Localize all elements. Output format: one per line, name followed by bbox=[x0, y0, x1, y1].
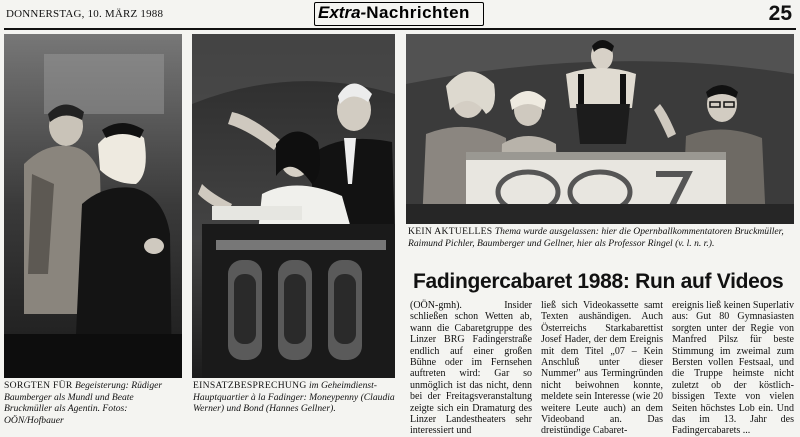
caption-left bbox=[4, 380, 184, 426]
caption-right bbox=[408, 226, 794, 249]
article-column-2 bbox=[541, 300, 663, 437]
section-title-nachrichten: Nachrichten bbox=[366, 3, 470, 22]
caption-right-text: Thema wurde ausgelassen: hier die Opernballkommentatoren Bruckmüller, Raimund Pichler, Baumberger und Gellner, hier als Professor Ringel (v. l. n. r.). bbox=[408, 226, 784, 249]
caption-middle bbox=[193, 380, 397, 415]
article-column-3-text: ereignis ließ keinen Superlativ aus: Gut 80 Gymnasiasten sorgten unter der Regie von Manfred Pilsz für beste Stimmung im zweimal zum Bersten vollen Festsaal, und die Truppe heimste nicht zuletzt ob der köstlich-bissigen Texte von vielen Seiten höchstes Lob ein. Und das im 13. Jahr des Fadingercabarets ... bbox=[672, 300, 794, 437]
photo-middle-image bbox=[192, 34, 395, 378]
caption-left-lead: SORGTEN FÜR bbox=[4, 380, 73, 391]
page-number: 25 bbox=[768, 2, 792, 25]
caption-left-text: Begeisterung: Rüdiger Baumberger als Mundl und Beate Bruckmüller als Agentin. Fotos: OÖN/Hofbauer bbox=[4, 380, 163, 426]
article-column-3 bbox=[672, 300, 794, 437]
caption-right-lead: KEIN AKTUELLES bbox=[408, 226, 493, 237]
section-title bbox=[318, 3, 470, 23]
article-column-1 bbox=[410, 300, 532, 437]
page-header bbox=[0, 0, 800, 30]
caption-middle-lead: EINSATZBESPRECHUNG bbox=[193, 380, 307, 391]
photo-right bbox=[406, 34, 794, 224]
photo-right-image bbox=[406, 34, 794, 224]
photo-left-image bbox=[4, 34, 182, 378]
caption-middle-text: im Geheimdienst-Hauptquartier à la Fadinger: Moneypenny (Claudia Werner) und Bond (Hannes Gellner). bbox=[193, 380, 395, 414]
issue-date: DONNERSTAG, 10. MÄRZ 1988 bbox=[6, 8, 164, 20]
article-headline: Fadingercabaret 1988: Run auf Videos bbox=[413, 270, 784, 293]
section-title-extra: Extra- bbox=[318, 3, 367, 22]
photo-left bbox=[4, 34, 182, 378]
article-column-2-text: ließ sich Videokassette samt Texten aushändigen. Auch Österreichs Starkabarettist Josef Hader, der dem Ereignis mit dem Titel „07 – Kein Anschluß unter dieser Nummer" aus Termingründen nicht beiwohnen konnte, meldete sein Interesse (wie 20 weitere Leute auch) an dem Videoband an. Das dreistündige Cabaret- bbox=[541, 300, 663, 437]
photo-middle bbox=[192, 34, 395, 378]
header-rule bbox=[4, 28, 796, 30]
article-column-1-text: (OÖN-gmh). Insider schließen schon Wetten ab, wann die Cabaretgruppe des Linzer BRG Fadingerstraße endlich auf einer großen Bühne oder im Fernsehen auftreten wird: Gar so unmöglich ist das nicht, denn bei der Freitagsveranstaltung zeigte sich ein Dramaturg des Linzer Landestheaters sehr interessiert und bbox=[410, 300, 532, 437]
